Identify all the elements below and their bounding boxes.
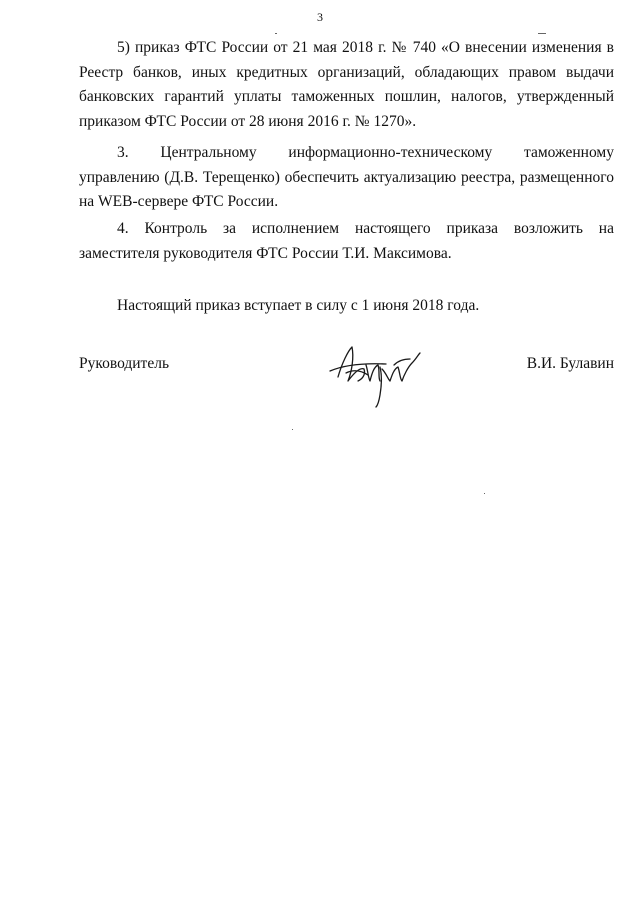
effective-date-statement: Настоящий приказ вступает в силу с 1 июня 2018 года.: [117, 297, 480, 314]
scan-speck: [538, 33, 546, 34]
signatory-name: В.И. Булавин: [526, 355, 614, 372]
scan-speck: [275, 33, 277, 34]
paragraph-3: 3. Центральному информационно-техническому таможенному управлению (Д.В. Терещенко) обеспечить актуализацию реестра, размещенного на WEB-сервере ФТС России.: [79, 144, 614, 210]
handwritten-signature: [324, 343, 444, 408]
paragraph-4: 4. Контроль за исполнением настоящего приказа возложить на заместителя руководителя ФТС России Т.И. Максимова.: [79, 220, 614, 262]
signature-block: [79, 355, 614, 415]
scan-speck: [484, 493, 485, 494]
signatory-title: Руководитель: [79, 355, 170, 372]
scan-speck: [292, 429, 293, 430]
page-number: 3: [317, 10, 323, 24]
paragraph-item-5: 5) приказ ФТС России от 21 мая 2018 г. № 740 «О внесении изменения в Реестр банков, иных кредитных организаций, обладающих правом выдачи банковских гарантий уплаты таможенных пошлин, налогов, утвержденный приказом ФТС России от 28 июня 2016 г. № 1270».: [79, 39, 614, 130]
